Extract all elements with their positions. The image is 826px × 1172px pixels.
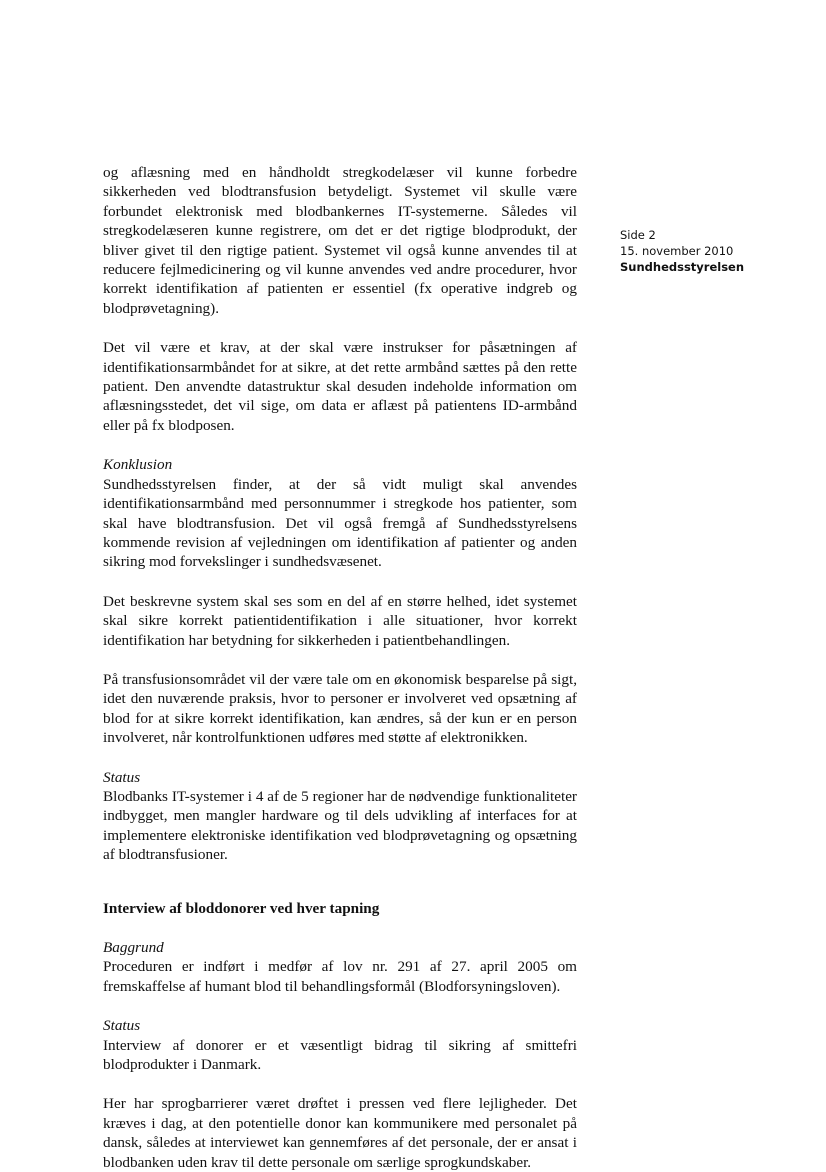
margin-info bbox=[620, 227, 800, 275]
subheading-baggrund: Baggrund bbox=[103, 939, 164, 956]
paragraph-language-barriers: Her har sprogbarrierer været drøftet i pressen ved flere lejligheder. Det kræves i dag, at den potentielle donor kan kommunikere med personalet på dansk, således at interviewet kan gennemføres af det personale, der er ansat i blodbanken uden krav til dette personale om særlige sprogkundskaber. bbox=[103, 1095, 577, 1171]
document-date: 15. november 2010 bbox=[620, 244, 734, 258]
paragraph-barcode-system: og aflæsning med en håndholdt stregkodelæser vil kunne forbedre sikkerheden ved blodtransfusion betydeligt. Systemet vil skulle være forbundet elektronisk med blodbankernes IT-systemerne. Således vil stregkodelæseren kunne registrere, om det er det rigtige blodprodukt, der bliver givet til den rigtige patient. Systemet vil også kunne anvendes til at reducere fejlmedicinering og vil kunne anvendes ved andre procedurer, hvor korrekt identifikation af patienten er essentiel (fx operative indgreb og blodprøvetagning). bbox=[103, 164, 577, 317]
paragraph-system-whole: Det beskrevne system skal ses som en del af en større helhed, idet systemet skal sikre korrekt patientidentifikation i alle situationer, hvor korrekt identifikation har betydning for sikkerheden i patientbehandlingen. bbox=[103, 592, 577, 649]
paragraph-konklusion: Sundhedsstyrelsen finder, at der så vidt muligt skal anvendes identifikationsarmbånd med personnummer i stregkode hos patienter, som skal have blodtransfusion. Det vil også fremgå af Sundhedsstyrelsens kommende revision af vejledningen om identifikation af patienter og anden sikring mod forvekslinger i sundhedsvæsenet. bbox=[103, 475, 577, 571]
paragraph-baggrund: Proceduren er indført i medfør af lov nr. 291 af 27. april 2005 om fremskaffelse af humant blod til behandlingsformål (Blodforsyningsloven). bbox=[103, 958, 577, 995]
paragraph-it-systems: Blodbanks IT-systemer i 4 af de 5 regioner har de nødvendige funktionaliteter indbygget, men mangler hardware og til dels udvikling af interfaces for at implementere elektroniske identifikation ved blodprøvetagning og opsætning af blodtransfusioner. bbox=[103, 787, 577, 864]
paragraph-economic-saving: På transfusionsområdet vil der være tale om en økonomisk besparelse på sigt, idet den nuværende praksis, hvor to personer er involveret ved opsætning af blod for at sikre korrekt identifikation, kan ændres, så der kun er en person involveret, når kontrolfunktionen udføres med støtte af elektronikken. bbox=[103, 670, 577, 747]
organization-name: Sundhedsstyrelsen bbox=[620, 260, 745, 274]
section-heading-interview: Interview af bloddonorer ved hver tapning bbox=[103, 899, 380, 917]
subheading-konklusion: Konklusion bbox=[103, 456, 173, 474]
page-number: Side 2 bbox=[620, 228, 656, 242]
subheading-status-2: Status bbox=[103, 1017, 141, 1035]
paragraph-instructions: Det vil være et krav, at der skal være instrukser for påsætningen af identifikationsarmbåndet for at sikre, at det rette armbånd sættes på den rette patient. Den anvendte datastruktur skal desuden indeholde information om aflæsningsstedet, det vil sige, om data er aflæst på patientens ID-armbånd eller på fx blodposen. bbox=[103, 339, 577, 434]
subheading-status-1: Status bbox=[103, 768, 141, 786]
body-column bbox=[103, 163, 577, 1172]
paragraph-donor-interview: Interview af donorer er et væsentligt bidrag til sikring af smittefri blodprodukter i Danmark. bbox=[103, 1036, 577, 1074]
